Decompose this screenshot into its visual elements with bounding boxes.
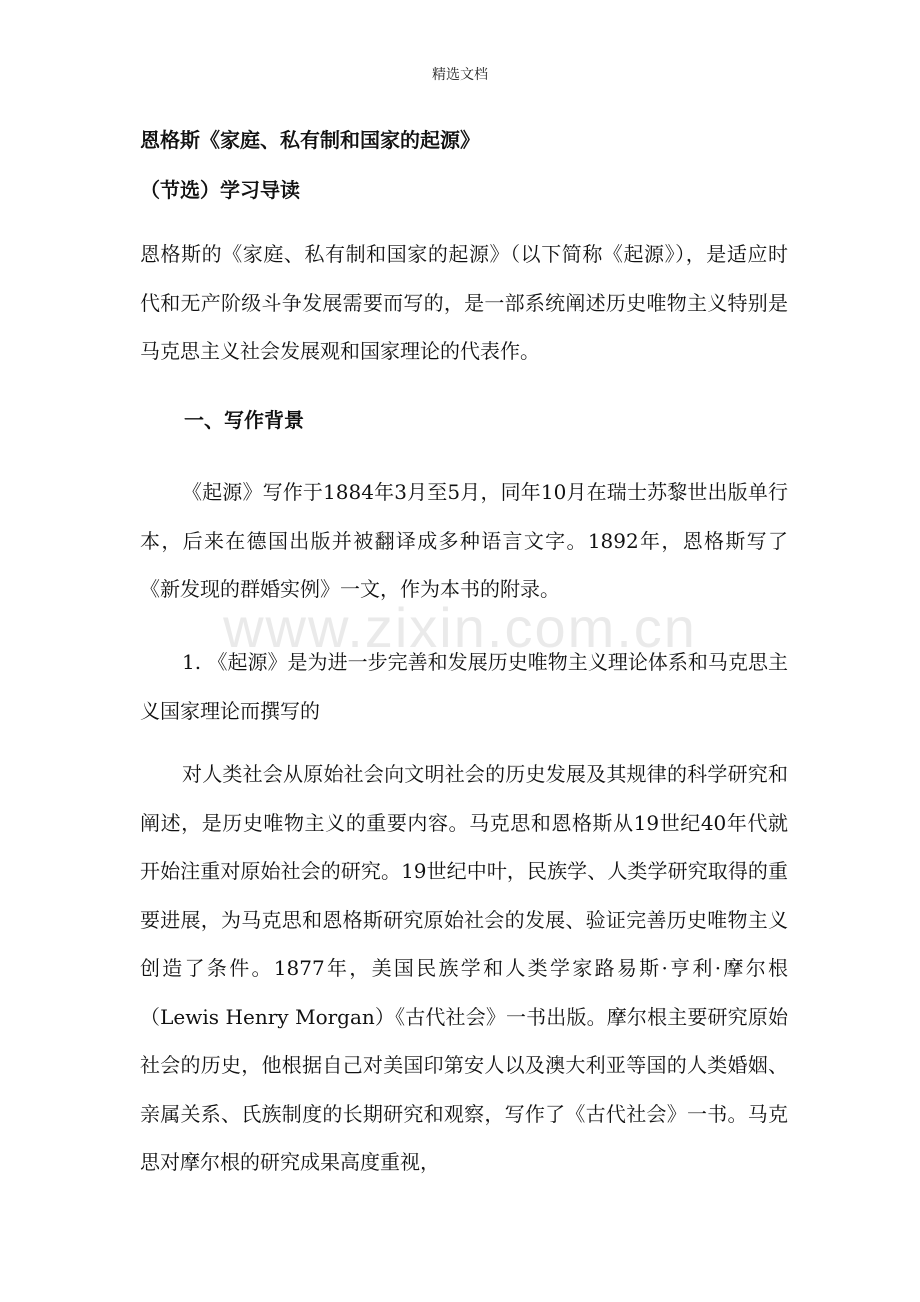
page-header: 精选文档: [432, 67, 488, 83]
list-item-1: 1. 《起源》是为进一步完善和发展历史唯物主义理论体系和马克思主义国家理论而撰写的: [140, 650, 788, 723]
intro-paragraph: 恩格斯的《家庭、私有制和国家的起源》（以下简称《起源》），是适应时代和无产阶级斗争发展需要而写的，是一部系统阐述历史唯物主义特别是马克思主义社会发展观和国家理论的代表作。: [140, 242, 788, 363]
document-title-line1: 恩格斯《家庭、私有制和国家的起源》: [140, 128, 480, 152]
background-paragraph: 《起源》写作于1884年3月至5月，同年10月在瑞士苏黎世出版单行本，后来在德国出版并被翻译成多种语言文字。1892年，恩格斯写了《新发现的群婚实例》一文，作为本书的附录。: [140, 480, 788, 601]
watermark: www.zixin.com.cn: [223, 596, 697, 659]
document-title-line2: （节选）学习导读: [140, 178, 300, 202]
section-heading: 一、写作背景: [184, 408, 304, 432]
body-paragraph: 对人类社会从原始社会向文明社会的历史发展及其规律的科学研究和阐述，是历史唯物主义的重要内容。马克思和恩格斯从19世纪40年代就开始注重对原始社会的研究。19世纪中叶，民族学、人类学研究取得的重要进展，为马克思和恩格斯研究原始社会的发展、验证完善历史唯物主义创造了条件。1877年，美国民族学和人类学家路易斯·亨利·摩尔根（Lewis Henry Morgan）《古代社会》一书出版。摩尔根主要研究原始社会的历史，他根据自己对美国印第安人以及澳大利亚等国的人类婚姻、亲属关系、氏族制度的长期研究和观察，写作了《古代社会》一书。马克思对摩尔根的研究成果高度重视，: [140, 762, 788, 1174]
